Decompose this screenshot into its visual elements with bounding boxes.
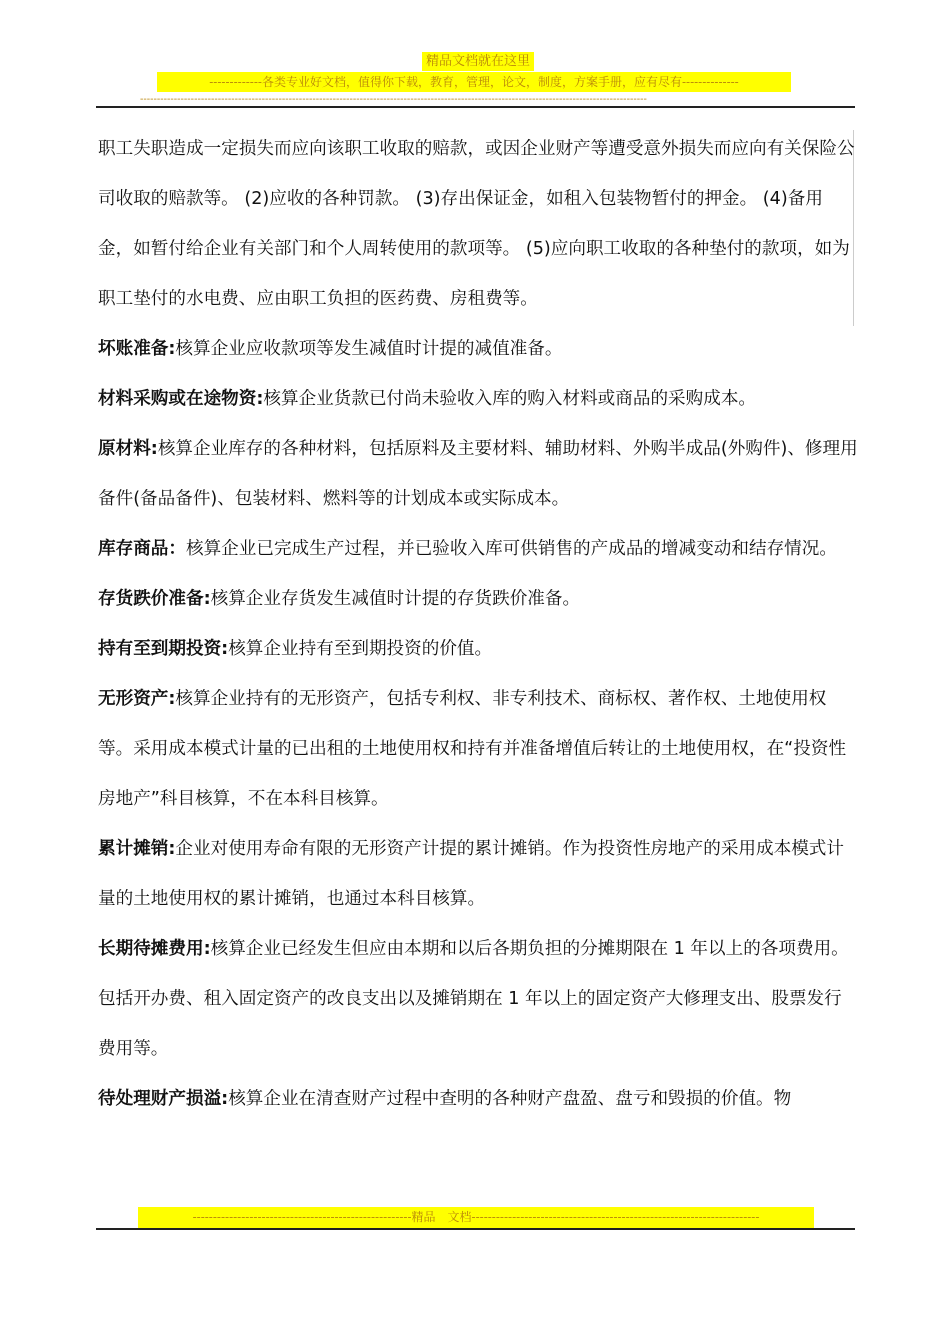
term-definition: 核算企业持有的无形资产，包括专利权、非专利技术、商标权、著作权、土地使用权等。采用成本模式计量的已出租的土地使用权和持有并准备增值后转让的土地使用权，在“投资性房地产”科目核算，不在本科目核算。 [98,689,847,809]
term-definition: 职工失职造成一定损失而应向该职工收取的赔款，或因企业财产等遭受意外损失而应向有关保险公司收取的赔款等。 (2)应收的各种罚款。 (3)存出保证金，如租入包装物暂付的押金。 (4)备用金，如暂付给企业有关部门和个人周转使用的款项等。 (5)应向职工收取的各种垫付的款项，如为职工垫付的水电费、应由职工负担的医药费、房租费等。 [98,139,855,309]
paragraph [98,524,858,574]
term-label: 原材料: [98,439,158,459]
paragraph [98,124,858,324]
paragraph [98,1074,858,1124]
paragraph [98,574,858,624]
paragraph [98,924,858,1074]
term-label: 存货跌价准备: [98,589,211,609]
footer-rule [96,1228,855,1230]
term-definition: 核算企业存货发生减值时计提的存货跌价准备。 [210,589,581,609]
term-label: 无形资产: [98,689,176,709]
term-label: 长期待摊费用: [98,939,211,959]
term-definition: 企业对使用寿命有限的无形资产计提的累计摊销。作为投资性房地产的采用成本模式计量的土地使用权的累计摊销，也通过本科目核算。 [98,839,844,909]
header-dashes: ------------------------------------------------------------------------------------------------------------------------------------------------------ [140,94,647,105]
paragraph [98,324,858,374]
term-definition: 核算企业已完成生产过程，并已验收入库可供销售的产成品的增减变动和结存情况。 [185,539,837,559]
header-title: 精品文档就在这里 [422,52,534,71]
term-definition: 核算企业在清查财产过程中查明的各种财产盘盈、盘亏和毁损的价值。物 [228,1089,792,1109]
term-label: 库存商品： [98,539,186,559]
footer-banner: ------------------------------------------------------精品 文档----------------------------------------------------------------------- [138,1207,814,1228]
term-definition: 核算企业库存的各种材料，包括原料及主要材料、辅助材料、外购半成品(外购件)、修理用备件(备品备件)、包装材料、燃料等的计划成本或实际成本。 [98,439,858,509]
term-definition: 核算企业货款已付尚未验收入库的购入材料或商品的采购成本。 [263,389,757,409]
paragraph [98,374,858,424]
term-label: 持有至到期投资: [98,639,229,659]
term-label: 待处理财产损溢: [98,1089,229,1109]
term-label: 累计摊销: [98,839,176,859]
header-subtitle: -------------各类专业好文档，值得你下载，教育，管理，论文，制度，方案手册，应有尽有-------------- [157,72,791,92]
paragraph [98,424,858,524]
paragraph [98,824,858,924]
term-definition: 核算企业已经发生但应由本期和以后各期负担的分摊期限在 1 年以上的各项费用。包括开办费、租入固定资产的改良支出以及摊销期在 1 年以上的固定资产大修理支出、股票发行费用等。 [98,939,849,1059]
term-label: 坏账准备: [98,339,176,359]
paragraph [98,674,858,824]
term-label: 材料采购或在途物资: [98,389,264,409]
term-definition: 核算企业应收款项等发生减值时计提的减值准备。 [175,339,563,359]
paragraph [98,624,858,674]
header-rule [96,106,855,108]
document-body [98,124,858,1124]
term-definition: 核算企业持有至到期投资的价值。 [228,639,493,659]
